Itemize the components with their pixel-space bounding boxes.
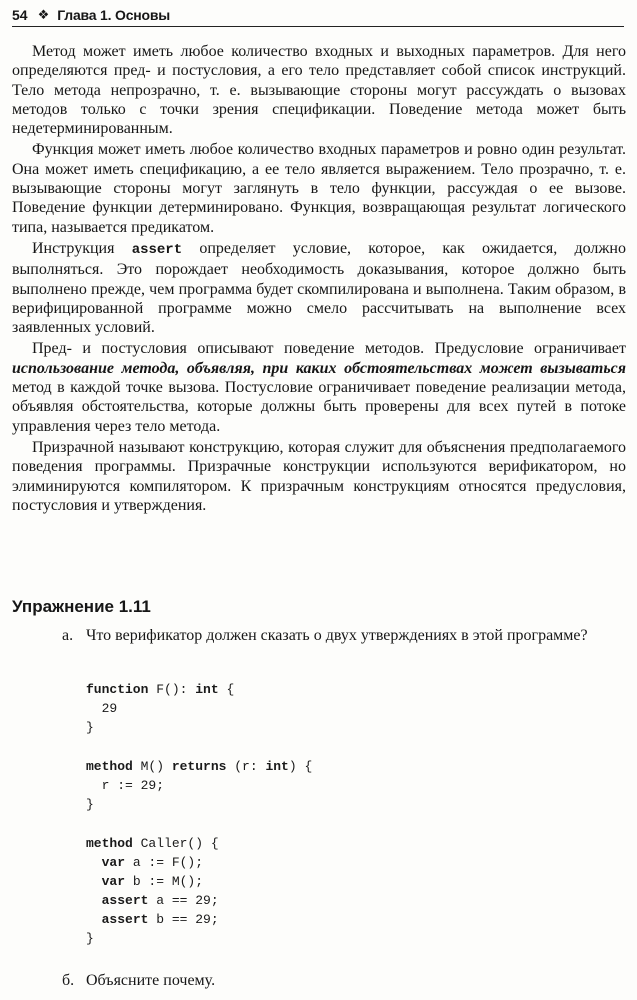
paragraph-ghost: Призрачной называют конструкцию, которая служит для объяснения предполагаемого поведения программы. Призрачные конструкции используются верификатором, но элиминируются компилятором. К призрачным конструкциям относятся предусловия, постусловия и утверждения. (12, 438, 626, 514)
code-line: method M() returns (r: int) { (86, 758, 313, 774)
assert-keyword: assert (131, 241, 183, 258)
code-line: var a := F(); (101, 854, 204, 870)
paragraph-function: Функция может иметь любое количество входных параметров и ровно один результат. Она может иметь спецификацию, а ее тело является выражением. Тело прозрачно, т. е. вызывающие стороны могут заглянуть в тело функции, рассуждая о ее вызове. Поведение функции детерминировано. Функция, возвращающая результат логического типа, называется предикатом. (12, 141, 626, 236)
exercise-title: Упражнение 1.11 (12, 597, 151, 616)
assert-text-before: Инструкция (32, 239, 132, 257)
chapter-title: Глава 1. Основы (57, 7, 171, 23)
code-line (86, 738, 546, 757)
ornament-icon: ❖ (37, 7, 50, 22)
item-a-marker: а. (62, 627, 74, 644)
item-b-text: Объясните почему. (86, 972, 216, 989)
body-text (12, 42, 626, 515)
code-line: } (86, 797, 94, 813)
paragraph-method: Метод может иметь любое количество входных и выходных параметров. Для него определяются пред- и постусловия, а его тело представляет собой список инструкций. Тело метода непрозрачно, т. е. вызывающие стороны могут рассуждать о вызовах методов только с точки зрения спецификации. Поведение метода может быть недетерминированным. (12, 43, 626, 138)
code-listing (86, 680, 546, 949)
code-line: var b := M(); (101, 873, 204, 889)
code-line: method Caller() { (86, 835, 219, 851)
item-a-text: Что верификатор должен сказать о двух утверждениях в этой программе? (86, 627, 588, 644)
conditions-text-after: метод в каждой точке вызова. Постусловие ограничивает поведение реализации метода, объявляя обстоятельства, которые должны быть проверены для всех путей в потоке управления через тело метода. (12, 379, 626, 435)
conditions-text-before: Пред- и постусловия описывают поведение методов. Предусловие ограничивает (32, 340, 626, 358)
code-line (86, 814, 546, 833)
paragraph-conditions (12, 339, 626, 435)
conditions-emphasis: использование метода, объявляя, при каких обстоятельствах может вызываться (12, 359, 626, 377)
code-line: assert a == 29; (101, 893, 219, 909)
code-line: function F(): int { (86, 682, 235, 697)
code-line: } (86, 931, 94, 947)
code-line: 29 (86, 701, 118, 717)
exercise-item-b (62, 971, 622, 991)
code-line: r := 29; (86, 777, 165, 793)
code-line: assert b == 29; (101, 912, 219, 928)
exercise-item-a (62, 626, 622, 646)
running-header (12, 4, 624, 27)
page-number: 54 (12, 7, 28, 23)
item-b-marker: б. (62, 972, 75, 989)
code-line: } (86, 720, 94, 736)
assert-text-after: определяет условие, которое, как ожидается, должно выполняться. Это порождает необходимость доказывания, которое должно быть выполнено прежде, чем программа будет скомпилирована и выполнена. Таким образом, в верифицированной программе можно смело рассчитывать на выполнение всех заявленных условий. (12, 239, 626, 337)
paragraph-assert (12, 239, 626, 337)
